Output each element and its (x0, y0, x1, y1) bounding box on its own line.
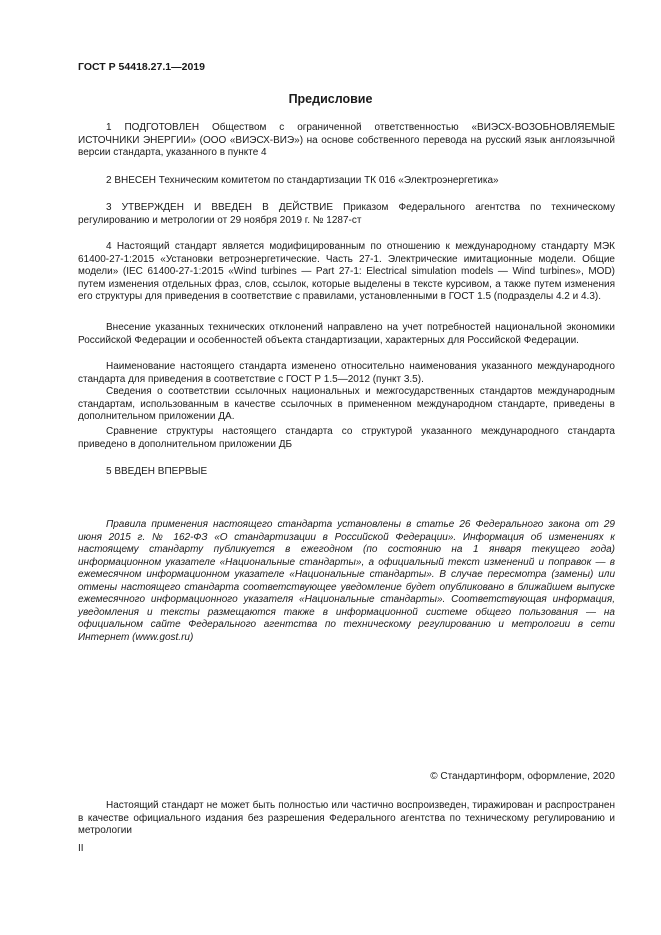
item-1-prepared: 1 ПОДГОТОВЛЕН Обществом с ограниченной ответственностью «ВИЭСХ-ВОЗОБНОВЛЯЕМЫЕ ИСТОЧНИКИ ЭНЕРГИИ» (ООО «ВИЭСХ-ВИЭ») на основе собственного перевода на русский язык англоязычной версии стандарта, указанного в пункте 4 (78, 122, 615, 158)
item-2-submitted: 2 ВНЕСЕН Техническим комитетом по стандартизации ТК 016 «Электроэнергетика» (106, 175, 499, 186)
page-number: II (78, 843, 84, 854)
item-4-structure: Сравнение структуры настоящего стандарта со структурой указанного международного стандарта приведено в дополнительном приложении ДБ (78, 426, 615, 450)
section-title: Предисловие (288, 92, 373, 106)
item-4-modified-standard: 4 Настоящий стандарт является модифицированным по отношению к международному стандарту МЭК 61400-27-1:2015 «Установки ветроэнергетические. Часть 27-1. Электрические имитационные модели. Общие модели» (IEC 61400-27-1:2015 «Wind turbines — Part 27-1: Electrical simulation models — Wind turbines», MOD) путем изменения отдельных фраз, слов, ссылок, которые выделены в тексте курсивом, а также путем изменения его структуры для приведения в соответствие с правилами, установленными в ГОСТ 1.5 (подразделы 4.2 и 4.3). (78, 241, 615, 302)
copyright: © Стандартинформ, оформление, 2020 (430, 771, 615, 782)
item-4-name-change: Наименование настоящего стандарта изменено относительно наименования указанного международного стандарта для приведения в соответствие с ГОСТ Р 1.5—2012 (пункт 3.5). (78, 361, 615, 385)
item-5-introduced: 5 ВВЕДЕН ВПЕРВЫЕ (106, 466, 208, 477)
item-4-deviations: Внесение указанных технических отклонений направлено на учет потребностей национальной экономики Российской Федерации и особенностей объекта стандартизации, характерных для Российской Федерации. (78, 322, 615, 346)
item-3-approved: 3 УТВЕРЖДЕН И ВВЕДЕН В ДЕЙСТВИЕ Приказом Федерального агентства по техническому регулированию и метрологии от 29 ноября 2019 г. № 1287-ст (78, 202, 615, 226)
item-4-references: Сведения о соответствии ссылочных национальных и межгосударственных стандартов международным стандартам, использованным в качестве ссылочных в примененном международном стандарте, приведены в дополнительном приложении ДА. (78, 386, 615, 422)
rules-notice: Правила применения настоящего стандарта установлены в статье 26 Федерального закона от 29 июня 2015 г. № 162-ФЗ «О стандартизации в Российской Федерации». Информация об изменениях к настоящему стандарту публикуется в ежегодном (по состоянию на 1 января текущего года) информационном указателе «Национальные стандарты», а официальный текст изменений и поправок — в ежемесячном информационном указателе «Национальные стандарты». В случае пересмотра (замены) или отмены настоящего стандарта соответствующее уведомление будет опубликовано в ближайшем выпуске ежемесячного информационного указателя «Национальные стандарты». Соответствующая информация, уведомления и тексты размещаются также в информационной системе общего пользования — на официальном сайте Федерального агентства по техническому регулированию и метрологии в сети Интернет (www.gost.ru) (78, 519, 615, 643)
reproduction-notice: Настоящий стандарт не может быть полностью или частично воспроизведен, тиражирован и распространен в качестве официального издания без разрешения Федерального агентства по техническому регулированию и метрологии (78, 800, 615, 836)
standard-code: ГОСТ Р 54418.27.1—2019 (78, 61, 205, 73)
